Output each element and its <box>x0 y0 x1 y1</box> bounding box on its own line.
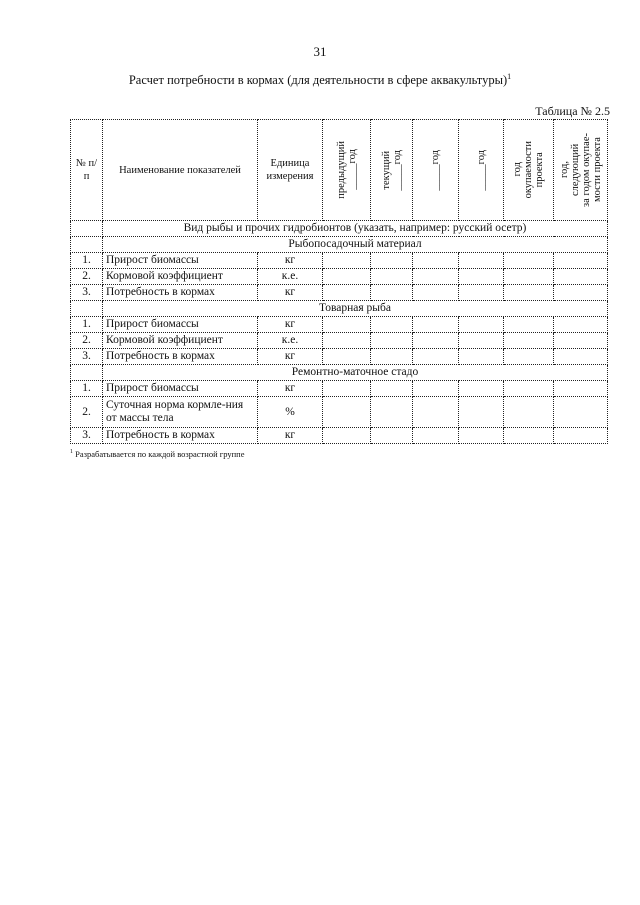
value-cell <box>323 269 371 285</box>
header-name: Наименование показателей <box>103 120 258 221</box>
table-row <box>71 285 608 301</box>
value-cell <box>323 381 371 397</box>
table-row <box>71 428 608 444</box>
value-cell <box>371 349 413 365</box>
header-num: № п/п <box>71 120 103 221</box>
row-num: 1. <box>71 253 103 269</box>
table-row <box>71 253 608 269</box>
value-cell <box>504 381 554 397</box>
row-num: 1. <box>71 317 103 333</box>
header-unit: Единица измерения <box>258 120 323 221</box>
value-cell <box>504 333 554 349</box>
header-period-line: проекта <box>534 152 545 188</box>
page-number: 31 <box>313 44 327 59</box>
header-period-line: предыдущий <box>335 141 347 199</box>
header-period-label <box>512 141 545 198</box>
value-cell <box>413 285 459 301</box>
row-num: 1. <box>71 381 103 397</box>
row-name: Прирост биомассы <box>103 317 258 333</box>
value-cell <box>459 397 504 428</box>
header-period <box>413 120 459 221</box>
value-cell <box>371 269 413 285</box>
table-row <box>71 269 608 285</box>
title-footnote-mark: 1 <box>507 72 512 81</box>
table-row <box>71 349 608 365</box>
value-cell <box>413 253 459 269</box>
header-period-line: текущий <box>380 150 392 190</box>
footnote-mark: 1 <box>70 449 73 456</box>
species-row <box>71 221 608 237</box>
value-cell <box>323 397 371 428</box>
value-cell <box>459 317 504 333</box>
value-cell <box>371 285 413 301</box>
row-name: Потребность в кормах <box>103 349 258 365</box>
header-period-line: следующий <box>569 143 581 197</box>
row-name: Кормовой коэффициент <box>103 333 258 349</box>
header-period-line: мости проекта <box>591 137 603 203</box>
header-period <box>554 120 608 221</box>
value-cell <box>413 349 459 365</box>
table-row <box>71 333 608 349</box>
row-name: Потребность в кормах <box>103 285 258 301</box>
value-cell <box>504 253 554 269</box>
header-period-line: год <box>512 162 523 178</box>
value-cell <box>371 317 413 333</box>
value-cell <box>459 269 504 285</box>
value-cell <box>371 333 413 349</box>
value-cell <box>413 397 459 428</box>
section-row <box>71 237 608 253</box>
value-cell <box>371 428 413 444</box>
value-cell <box>323 317 371 333</box>
header-period-label <box>336 141 358 199</box>
value-cell <box>323 253 371 269</box>
header-period-line: год, <box>558 161 570 179</box>
row-num: 2. <box>71 397 103 428</box>
header-period-line: за годом окупае- <box>580 133 592 207</box>
value-cell <box>504 269 554 285</box>
species-row-spacer <box>71 221 103 237</box>
value-cell <box>554 317 608 333</box>
footnote <box>70 449 245 459</box>
value-cell <box>554 253 608 269</box>
header-period-line: _____год <box>346 149 358 191</box>
value-cell <box>459 285 504 301</box>
row-unit: кг <box>258 381 323 397</box>
value-cell <box>504 397 554 428</box>
row-unit: кг <box>258 349 323 365</box>
section-title: Товарная рыба <box>103 301 608 317</box>
row-name: Потребность в кормах <box>103 428 258 444</box>
value-cell <box>504 428 554 444</box>
header-period <box>323 120 371 221</box>
row-unit: кг <box>258 285 323 301</box>
value-cell <box>554 349 608 365</box>
row-unit: % <box>258 397 323 428</box>
value-cell <box>371 381 413 397</box>
row-num: 3. <box>71 285 103 301</box>
value-cell <box>371 397 413 428</box>
row-unit: к.е. <box>258 333 323 349</box>
value-cell <box>554 333 608 349</box>
header-period-line: _____год <box>391 149 403 191</box>
header-period <box>504 120 554 221</box>
value-cell <box>323 428 371 444</box>
section-row <box>71 301 608 317</box>
header-period-line: _____год <box>430 149 441 191</box>
table-caption: Таблица № 2.5 <box>535 104 610 118</box>
header-period-line: окупаемости <box>523 141 534 199</box>
row-num: 3. <box>71 428 103 444</box>
value-cell <box>554 428 608 444</box>
value-cell <box>459 253 504 269</box>
row-unit: кг <box>258 317 323 333</box>
value-cell <box>459 428 504 444</box>
header-period-label <box>559 133 603 207</box>
species-row-label: Вид рыбы и прочих гидробионтов (указать, например: русский осетр) <box>103 221 608 237</box>
title-text: Расчет потребности в кормах (для деятельности в сфере аквакультуры) <box>128 73 508 88</box>
footnote-text: Разрабатывается по каждой возрастной группе <box>75 449 245 459</box>
section-title: Рыбопосадочный материал <box>103 237 608 253</box>
header-period <box>371 120 413 221</box>
table-row <box>71 381 608 397</box>
value-cell <box>459 381 504 397</box>
value-cell <box>504 285 554 301</box>
table-row <box>71 317 608 333</box>
header-period-label <box>381 150 403 191</box>
row-name: Кормовой коэффициент <box>103 269 258 285</box>
row-unit: кг <box>258 428 323 444</box>
row-num: 2. <box>71 269 103 285</box>
value-cell <box>413 428 459 444</box>
section-spacer <box>71 301 103 317</box>
section-spacer <box>71 365 103 381</box>
header-period-label <box>430 150 441 191</box>
row-num: 3. <box>71 349 103 365</box>
section-title: Ремонтно-маточное стадо <box>103 365 608 381</box>
value-cell <box>554 269 608 285</box>
value-cell <box>459 349 504 365</box>
document-title <box>0 72 640 88</box>
header-period <box>459 120 504 221</box>
feed-requirement-table <box>70 119 608 444</box>
row-name: Прирост биомассы <box>103 253 258 269</box>
value-cell <box>554 397 608 428</box>
value-cell <box>413 381 459 397</box>
section-spacer <box>71 237 103 253</box>
row-name: Прирост биомассы <box>103 381 258 397</box>
value-cell <box>504 317 554 333</box>
value-cell <box>323 333 371 349</box>
value-cell <box>323 349 371 365</box>
value-cell <box>504 349 554 365</box>
value-cell <box>459 333 504 349</box>
section-row <box>71 365 608 381</box>
value-cell <box>413 269 459 285</box>
value-cell <box>323 285 371 301</box>
value-cell <box>371 253 413 269</box>
value-cell <box>554 285 608 301</box>
row-unit: к.е. <box>258 269 323 285</box>
value-cell <box>554 381 608 397</box>
table-body <box>71 221 608 444</box>
value-cell <box>413 317 459 333</box>
value-cell <box>413 333 459 349</box>
header-row <box>71 120 608 221</box>
row-num: 2. <box>71 333 103 349</box>
table-row <box>71 397 608 428</box>
header-period-label <box>476 150 487 191</box>
row-unit: кг <box>258 253 323 269</box>
row-name: Суточная норма кормле-ния от массы тела <box>103 397 258 428</box>
header-period-line: _____год <box>475 149 487 191</box>
